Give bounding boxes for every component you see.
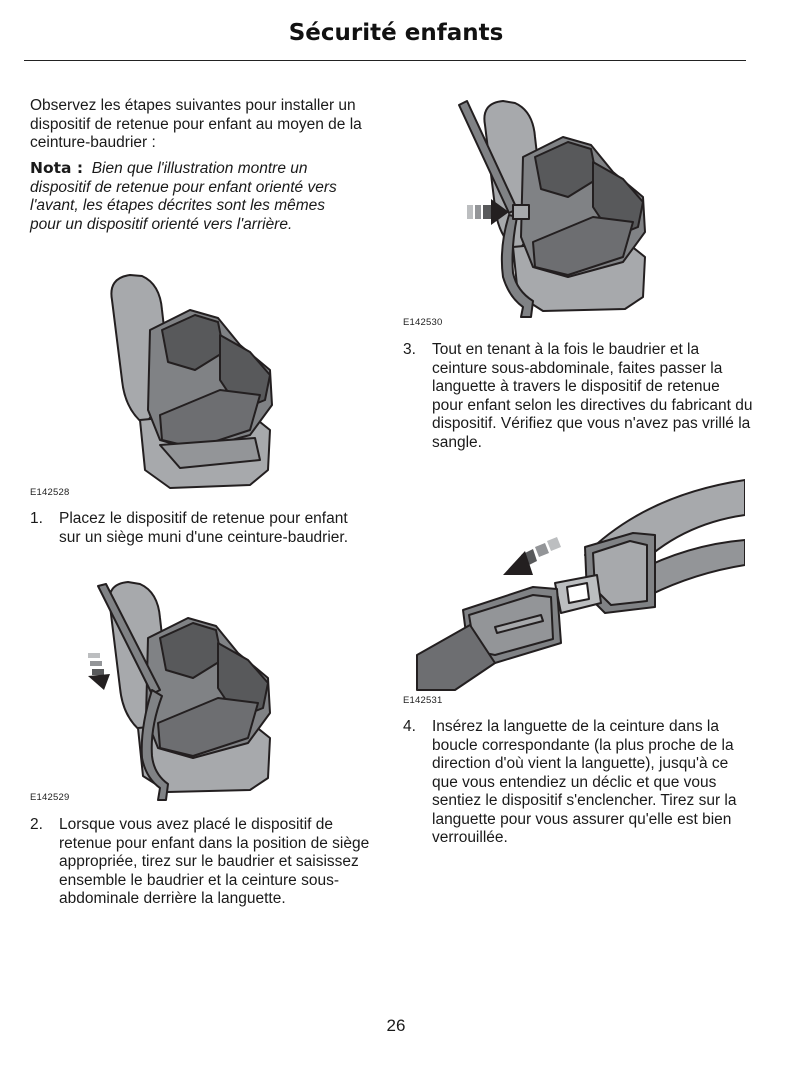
car-seat-illustration-2 (80, 578, 285, 803)
car-seat-illustration-1 (100, 270, 285, 495)
step-number: 4. (403, 718, 416, 735)
step-1 (30, 510, 360, 547)
step-text: Tout en tenant à la fois le baudrier et la ceinture sous-abdominale, faites passer la languette à travers le dispositif de retenue pour enfant selon les directives du fabricant du dispositif. Vérifiez que vous n'avez pas vrillé la sangle. (432, 341, 753, 451)
step-number: 2. (30, 816, 43, 833)
step-4 (403, 718, 748, 848)
figure-code-2: E142529 (30, 792, 70, 803)
step-number: 1. (30, 510, 43, 527)
page-title: Sécurité enfants (288, 20, 504, 46)
car-seat-illustration-3 (455, 97, 665, 322)
figure-code-3: E142530 (403, 317, 443, 328)
intro-paragraph: Observez les étapes suivantes pour installer un dispositif de retenue pour enfant au moyen de la ceinture-baudrier : (30, 97, 362, 151)
note-label: Nota : (30, 159, 84, 177)
step-text: Lorsque vous avez placé le dispositif de retenue pour enfant dans la position de siège appropriée, tirez sur le baudrier et saisissez ensemble le baudrier et la ceinture sous-abdominale derrière la languette. (59, 816, 370, 907)
step-3 (403, 341, 753, 452)
note-paragraph (30, 159, 360, 234)
page-number: 26 (386, 1016, 406, 1035)
step-number: 3. (403, 341, 416, 358)
title-divider (24, 60, 746, 61)
figure-code-1: E142528 (30, 487, 70, 498)
step-2 (30, 816, 375, 909)
note-text: Bien que l'illustration montre un dispositif de retenue pour enfant orienté vers l'avant, les étapes décrites sont les mêmes pour un dispositif orienté vers l'arrière. (30, 160, 337, 233)
step-text: Insérez la languette de la ceinture dans la boucle correspondante (la plus proche de la direction d'où vient la languette), jusqu'à ce que vous entendiez un déclic et que vous sentiez le dispositif s'enclencher. Tirez sur la languette pour vous assurer qu'elle est bien verrouillée. (432, 718, 737, 846)
step-text: Placez le dispositif de retenue pour enfant sur un siège muni d'une ceinture-baudrier. (59, 510, 349, 546)
figure-code-4: E142531 (403, 695, 443, 706)
belt-buckle-illustration (415, 475, 745, 695)
